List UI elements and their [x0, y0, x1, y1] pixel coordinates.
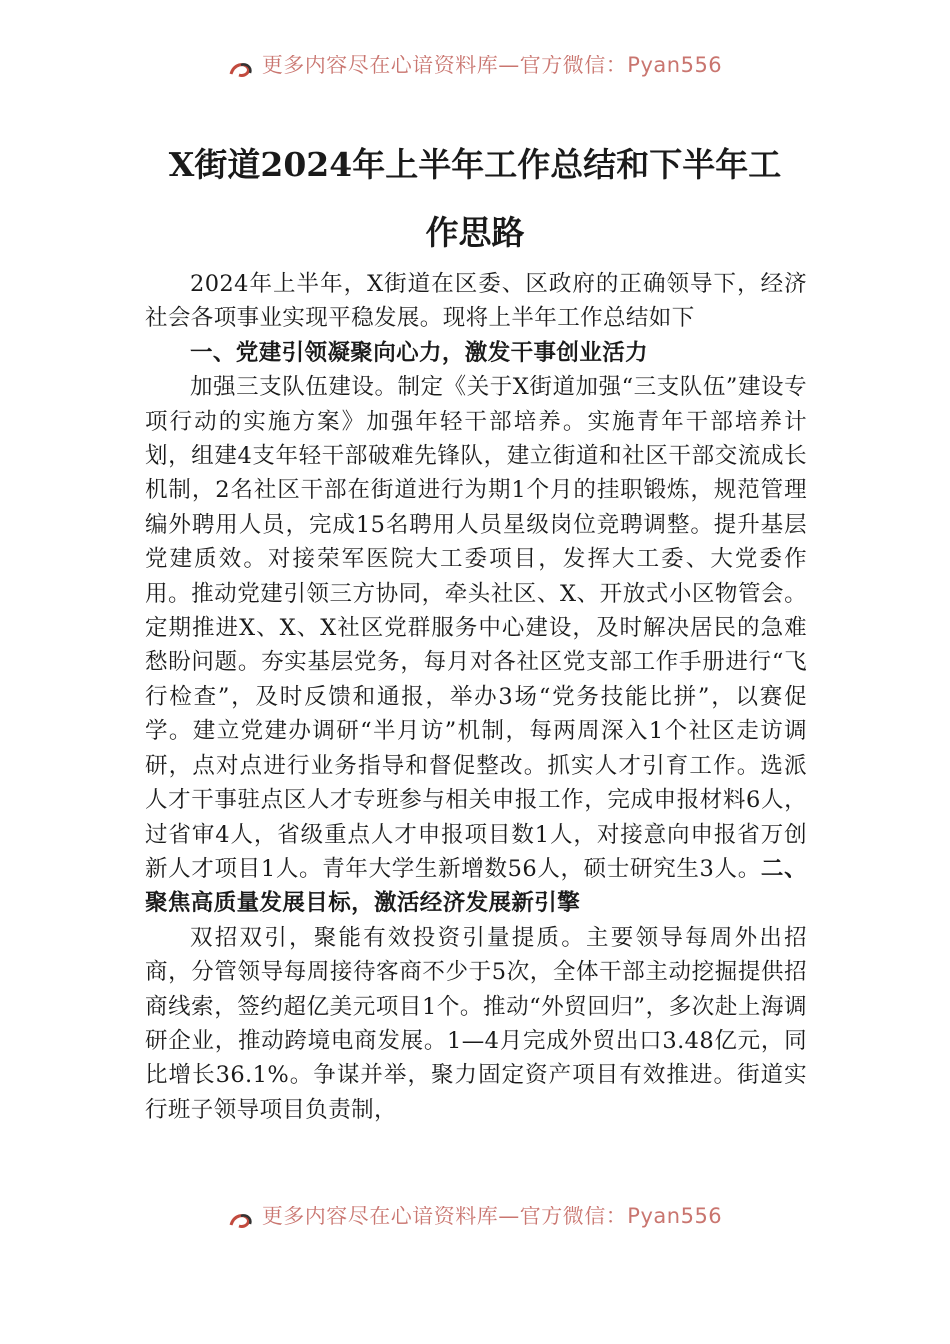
document-body — [145, 267, 807, 1127]
brand-swirl-icon — [228, 1210, 254, 1232]
document-title-line-1: X街道2024年上半年工作总结和下半年工 — [168, 145, 782, 184]
document-title-line-2: 作思路 — [425, 213, 525, 252]
watermark-banner-top — [0, 55, 950, 85]
watermark-banner-bottom — [0, 1206, 950, 1236]
section-1-heading: 一、党建引领凝聚向心力，激发干事创业活力 — [190, 339, 649, 366]
intro-paragraph: 2024年上半年，X街道在区委、区政府的正确领导下，经济社会各项事业实现平稳发展。现将上半年工作总结如下 — [145, 271, 807, 332]
watermark-text: 更多内容尽在心谙资料库—官方微信：Pyan556 — [261, 1206, 723, 1228]
watermark-text: 更多内容尽在心谙资料库—官方微信：Pyan556 — [261, 55, 723, 77]
brand-swirl-icon — [228, 59, 254, 81]
section-1-body: 加强三支队伍建设。制定《关于X街道加强“三支队伍”建设专项行动的实施方案》加强年轻干部培养。实施青年干部培养计划，组建4支年轻干部破难先锋队，建立街道和社区干部交流成长机制，2名社区干部在街道进行为期1个月的挂职锻炼，规范管理编外聘用人员，完成15名聘用人员星级岗位竞聘调整。提升基层党建质效。对接荣军医院大工委项目，发挥大工委、大党委作用。推动党建引领三方协同，牵头社区、X、开放式小区物管会。定期推进X、X、X社区党群服务中心建设，及时解决居民的急难愁盼问题。夯实基层党务，每月对各社区党支部工作手册进行“飞行检查”，及时反馈和通报，举办3场“党务技能比拼”，以赛促学。建立党建办调研“半月访”机制，每两周深入1个社区走访调研，点对点进行业务指导和督促整改。抓实人才引育工作。选派人才干事驻点区人才专班参与相关申报工作，完成申报材料6人，过省审4人，省级重点人才申报项目数1人，对接意向申报省万创新人才项目1人。青年大学生新增数56人，硕士研究生3人。 — [145, 374, 807, 882]
section-1-paragraph — [145, 370, 807, 921]
section-2-paragraph: 双招双引，聚能有效投资引量提质。主要领导每周外出招商，分管领导每周接待客商不少于5次，全体干部主动挖掘提供招商线索，签约超亿美元项目1个。推动“外贸回归”，多次赴上海调研企业，推动跨境电商发展。1—4月完成外贸出口3.48亿元，同比增长36.1%。争谋并举，聚力固定资产项目有效推进。街道实行班子领导项目负责制， — [145, 924, 807, 1123]
section-2-heading: 二、聚焦高质量发展目标，激活经济发展新引擎 — [145, 855, 807, 917]
